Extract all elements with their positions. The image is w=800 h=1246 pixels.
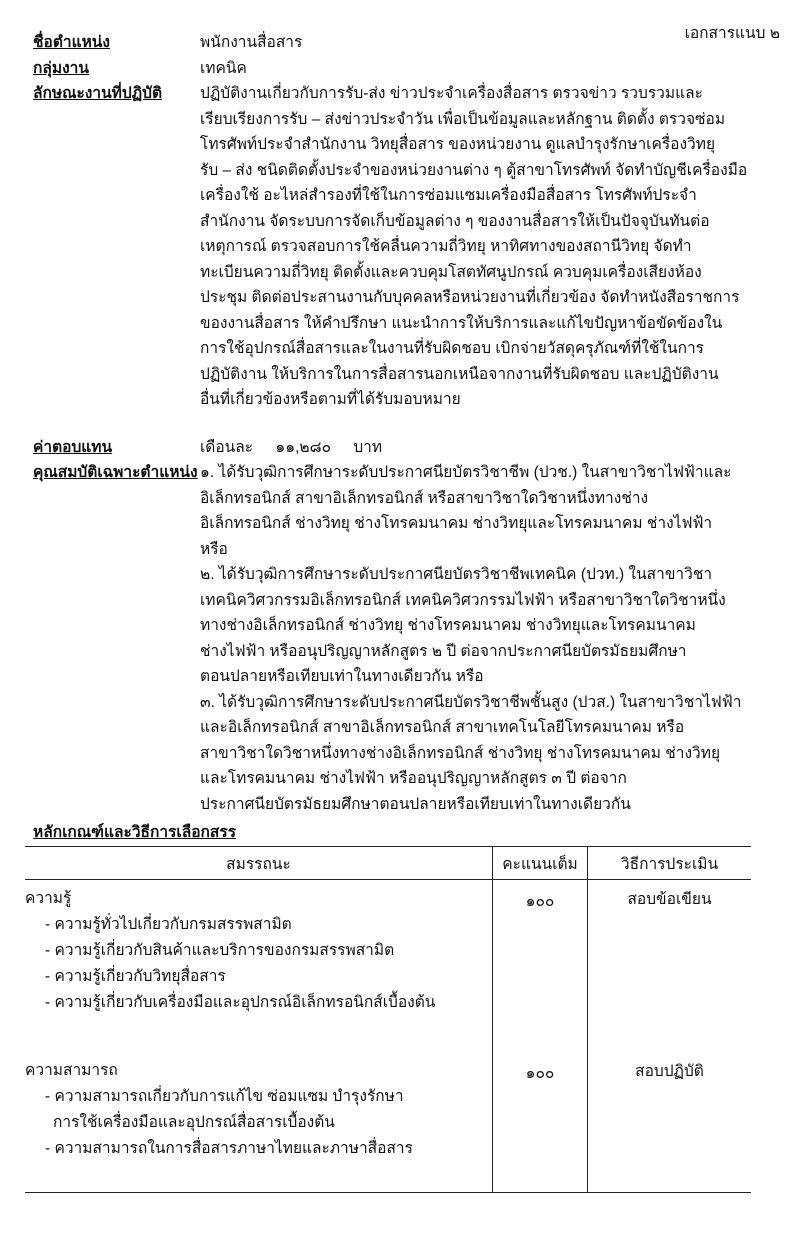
duties-line: ปฏิบัติงาน ให้บริการในการสื่อสารนอกเหนือจากงานที่รับผิดชอบ และปฏิบัติงาน: [200, 365, 719, 383]
duties-line: การใช้อุปกรณ์สื่อสารและในงานที่รับผิดชอบ เบิกจ่ายวัสดุครุภัณฑ์ที่ใช้ในการ: [200, 340, 705, 357]
competency-heading: ความสามารถ: [25, 1062, 118, 1079]
group-label: กลุ่มงาน: [33, 59, 89, 77]
competency-item: - ความสามารถเกี่ยวกับการแก้ไข ซ่อมแซม บำรุงรักษา: [45, 1088, 404, 1105]
qualification-line: สาขาวิชาใดวิชาหนึ่งทางช่างอิเล็กทรอนิกส์ ช่างวิทยุ ช่างโทรคมนาคม ช่างวิทยุ: [200, 744, 721, 762]
duties-row: [33, 81, 780, 413]
competency-item: การใช้เครื่องมือและอุปกรณ์สื่อสารเบื้องต้น: [53, 1114, 335, 1131]
qualification-line: ทางช่างอิเล็กทรอนิกส์ ช่างวิทยุ ช่างโทรคมนาคม ช่างวิทยุและโทรคมนาคม: [200, 617, 696, 634]
group-value: เทคนิค: [200, 59, 247, 77]
group-row: [33, 56, 780, 82]
score-cell: ๑๐๐: [493, 880, 588, 1047]
duties-line: เครื่องใช้ อะไหล่สำรองที่ใช้ในการซ่อมแซมเครื่องมือสื่อสาร โทรศัพท์ประจำ: [200, 187, 697, 204]
duties-line: เรียบเรียงการรับ – ส่งข่าวประจำวัน เพื่อเป็นข้อมูลและหลักฐาน ติดตั้ง ตรวจซ่อม: [200, 110, 726, 128]
qualification-line: ๒. ได้รับวุฒิการศึกษาระดับประกาศนียบัตรวิชาชีพเทคนิค (ปวท.) ในสาขาวิชา: [200, 566, 713, 583]
qualification-line: และโทรคมนาคม ช่างไฟฟ้า หรืออนุปริญญาหลักสูตร ๓ ปี ต่อจาก: [200, 770, 627, 787]
method-cell: สอบข้อเขียน: [627, 891, 712, 908]
duties-line: สำนักงาน จัดระบบการจัดเก็บข้อมูลต่าง ๆ ของงานสื่อสารให้เป็นปัจจุบันทันต่อ: [200, 212, 710, 230]
position-label: ชื่อตำแหน่ง: [33, 34, 110, 51]
qualification-line: และอิเล็กทรอนิกส์ สาขาอิเล็กทรอนิกส์ สาขาเทคโนโลยีโทรคมนาคม หรือ: [200, 719, 685, 736]
competency-item: - ความรู้เกี่ยวกับเครื่องมือและอุปกรณ์อิเล็กทรอนิกส์เบื้องต้น: [45, 994, 436, 1011]
duties-line: ทะเบียนความถี่วิทยุ ติดตั้งและควบคุมโสตทัศนูปกรณ์ ควบคุมเครื่องเสียงห้อง: [200, 263, 702, 281]
col-full-score: คะแนนเต็ม: [493, 847, 588, 880]
compensation-unit: บาท: [353, 438, 383, 456]
qualification-line: อิเล็กทรอนิกส์ ช่างวิทยุ ช่างโทรคมนาคม ช่างวิทยุและโทรคมนาคม ช่างไฟฟ้า: [200, 515, 713, 532]
attachment-label: เอกสารแนบ ๒: [684, 25, 780, 42]
qualifications-text: [200, 460, 780, 817]
position-value: พนักงานสื่อสาร: [200, 34, 303, 51]
duties-line: เหตุการณ์ ตรวจสอบการใช้คลื่นความถี่วิทยุ หาทิศทางของสถานีวิทยุ จัดทำ: [200, 238, 692, 255]
duties-line: อื่นที่เกี่ยวข้องหรือตามที่ได้รับมอบหมาย: [200, 391, 461, 408]
selection-table: [25, 846, 751, 1193]
col-competency: สมรรถนะ: [25, 847, 493, 880]
compensation-amount: ๑๑,๒๘๐: [275, 438, 332, 456]
qualification-line: ประกาศนียบัตรมัธยมศึกษาตอนปลายหรือเทียบเท่าในทางเดียวกัน: [200, 795, 631, 813]
table-row: [25, 880, 751, 1047]
qualifications-label: คุณสมบัติเฉพาะตำแหน่ง: [33, 464, 198, 481]
score-cell: ๑๐๐: [493, 1046, 588, 1193]
compensation-prefix: เดือนละ: [200, 438, 254, 456]
position-row: [33, 30, 780, 56]
table-row: [25, 1046, 751, 1193]
competency-heading: ความรู้: [25, 890, 72, 907]
qualification-line: หรือ: [200, 540, 228, 558]
qualification-line: เทคนิควิศวกรรมอิเล็กทรอนิกส์ เทคนิควิศวกรรมไฟฟ้า หรือสาขาวิชาใดวิชาหนึ่ง: [200, 591, 726, 609]
duties-text: [200, 81, 780, 413]
duties-line: โทรศัพท์ประจำสำนักงาน วิทยุสื่อสาร ของหน่วยงาน ดูแลบำรุงรักษาเครื่องวิทยุ: [200, 136, 716, 153]
competency-item: - ความรู้เกี่ยวกับวิทยุสื่อสาร: [45, 968, 226, 985]
method-cell: สอบปฏิบัติ: [588, 1046, 752, 1193]
duties-line: ของงานสื่อสาร ให้คำปรึกษา แนะนำการให้บริการและแก้ไขปัญหาข้อขัดข้องใน: [200, 314, 723, 332]
duties-line: ประชุม ติดต่อประสานงานกับบุคคลหรือหน่วยงานที่เกี่ยวข้อง จัดทำหนังสือราชการ: [200, 289, 740, 306]
qualification-line: อิเล็กทรอนิกส์ สาขาอิเล็กทรอนิกส์ หรือสาขาวิชาใดวิชาหนึ่งทางช่าง: [200, 489, 649, 507]
compensation-label: ค่าตอบแทน: [33, 438, 113, 456]
competency-item: - ความรู้ทั่วไปเกี่ยวกับกรมสรรพสามิต: [45, 916, 292, 933]
col-method: วิธีการประเมิน: [588, 847, 752, 880]
competency-cell: [25, 1046, 493, 1193]
competency-cell: [25, 880, 493, 1047]
duties-line: รับ – ส่ง ชนิดติดตั้งประจำของหน่วยงานต่าง ๆ ตู้สาขาโทรศัพท์ จัดทำบัญชีเครื่องมือ: [200, 161, 748, 179]
selection-title: หลักเกณฑ์และวิธีการเลือกสรร: [33, 824, 237, 841]
duties-line: ปฏิบัติงานเกี่ยวกับการรับ-ส่ง ข่าวประจำเครื่องสื่อสาร ตรวจข่าว รวบรวมและ: [200, 85, 703, 102]
duties-label: ลักษณะงานที่ปฏิบัติ: [33, 85, 163, 102]
qualification-line: ๓. ได้รับวุฒิการศึกษาระดับประกาศนียบัตรวิชาชีพชั้นสูง (ปวส.) ในสาขาวิชาไฟฟ้า: [200, 693, 742, 711]
competency-item: - ความรู้เกี่ยวกับสินค้าและบริการของกรมสรรพสามิต: [45, 942, 395, 959]
qualifications-row: [33, 460, 780, 817]
compensation-row: [33, 435, 780, 461]
qualification-line: ๑. ได้รับวุฒิการศึกษาระดับประกาศนียบัตรวิชาชีพ (ปวช.) ในสาขาวิชาไฟฟ้าและ: [200, 464, 732, 481]
qualification-line: ตอนปลายหรือเทียบเท่าในทางเดียวกัน หรือ: [200, 668, 484, 685]
competency-item: - ความสามารถในการสื่อสารภาษาไทยและภาษาสื่อสาร: [45, 1140, 413, 1157]
qualification-line: ช่างไฟฟ้า หรืออนุปริญญาหลักสูตร ๒ ปี ต่อจากประกาศนียบัตรมัธยมศึกษา: [200, 642, 687, 660]
